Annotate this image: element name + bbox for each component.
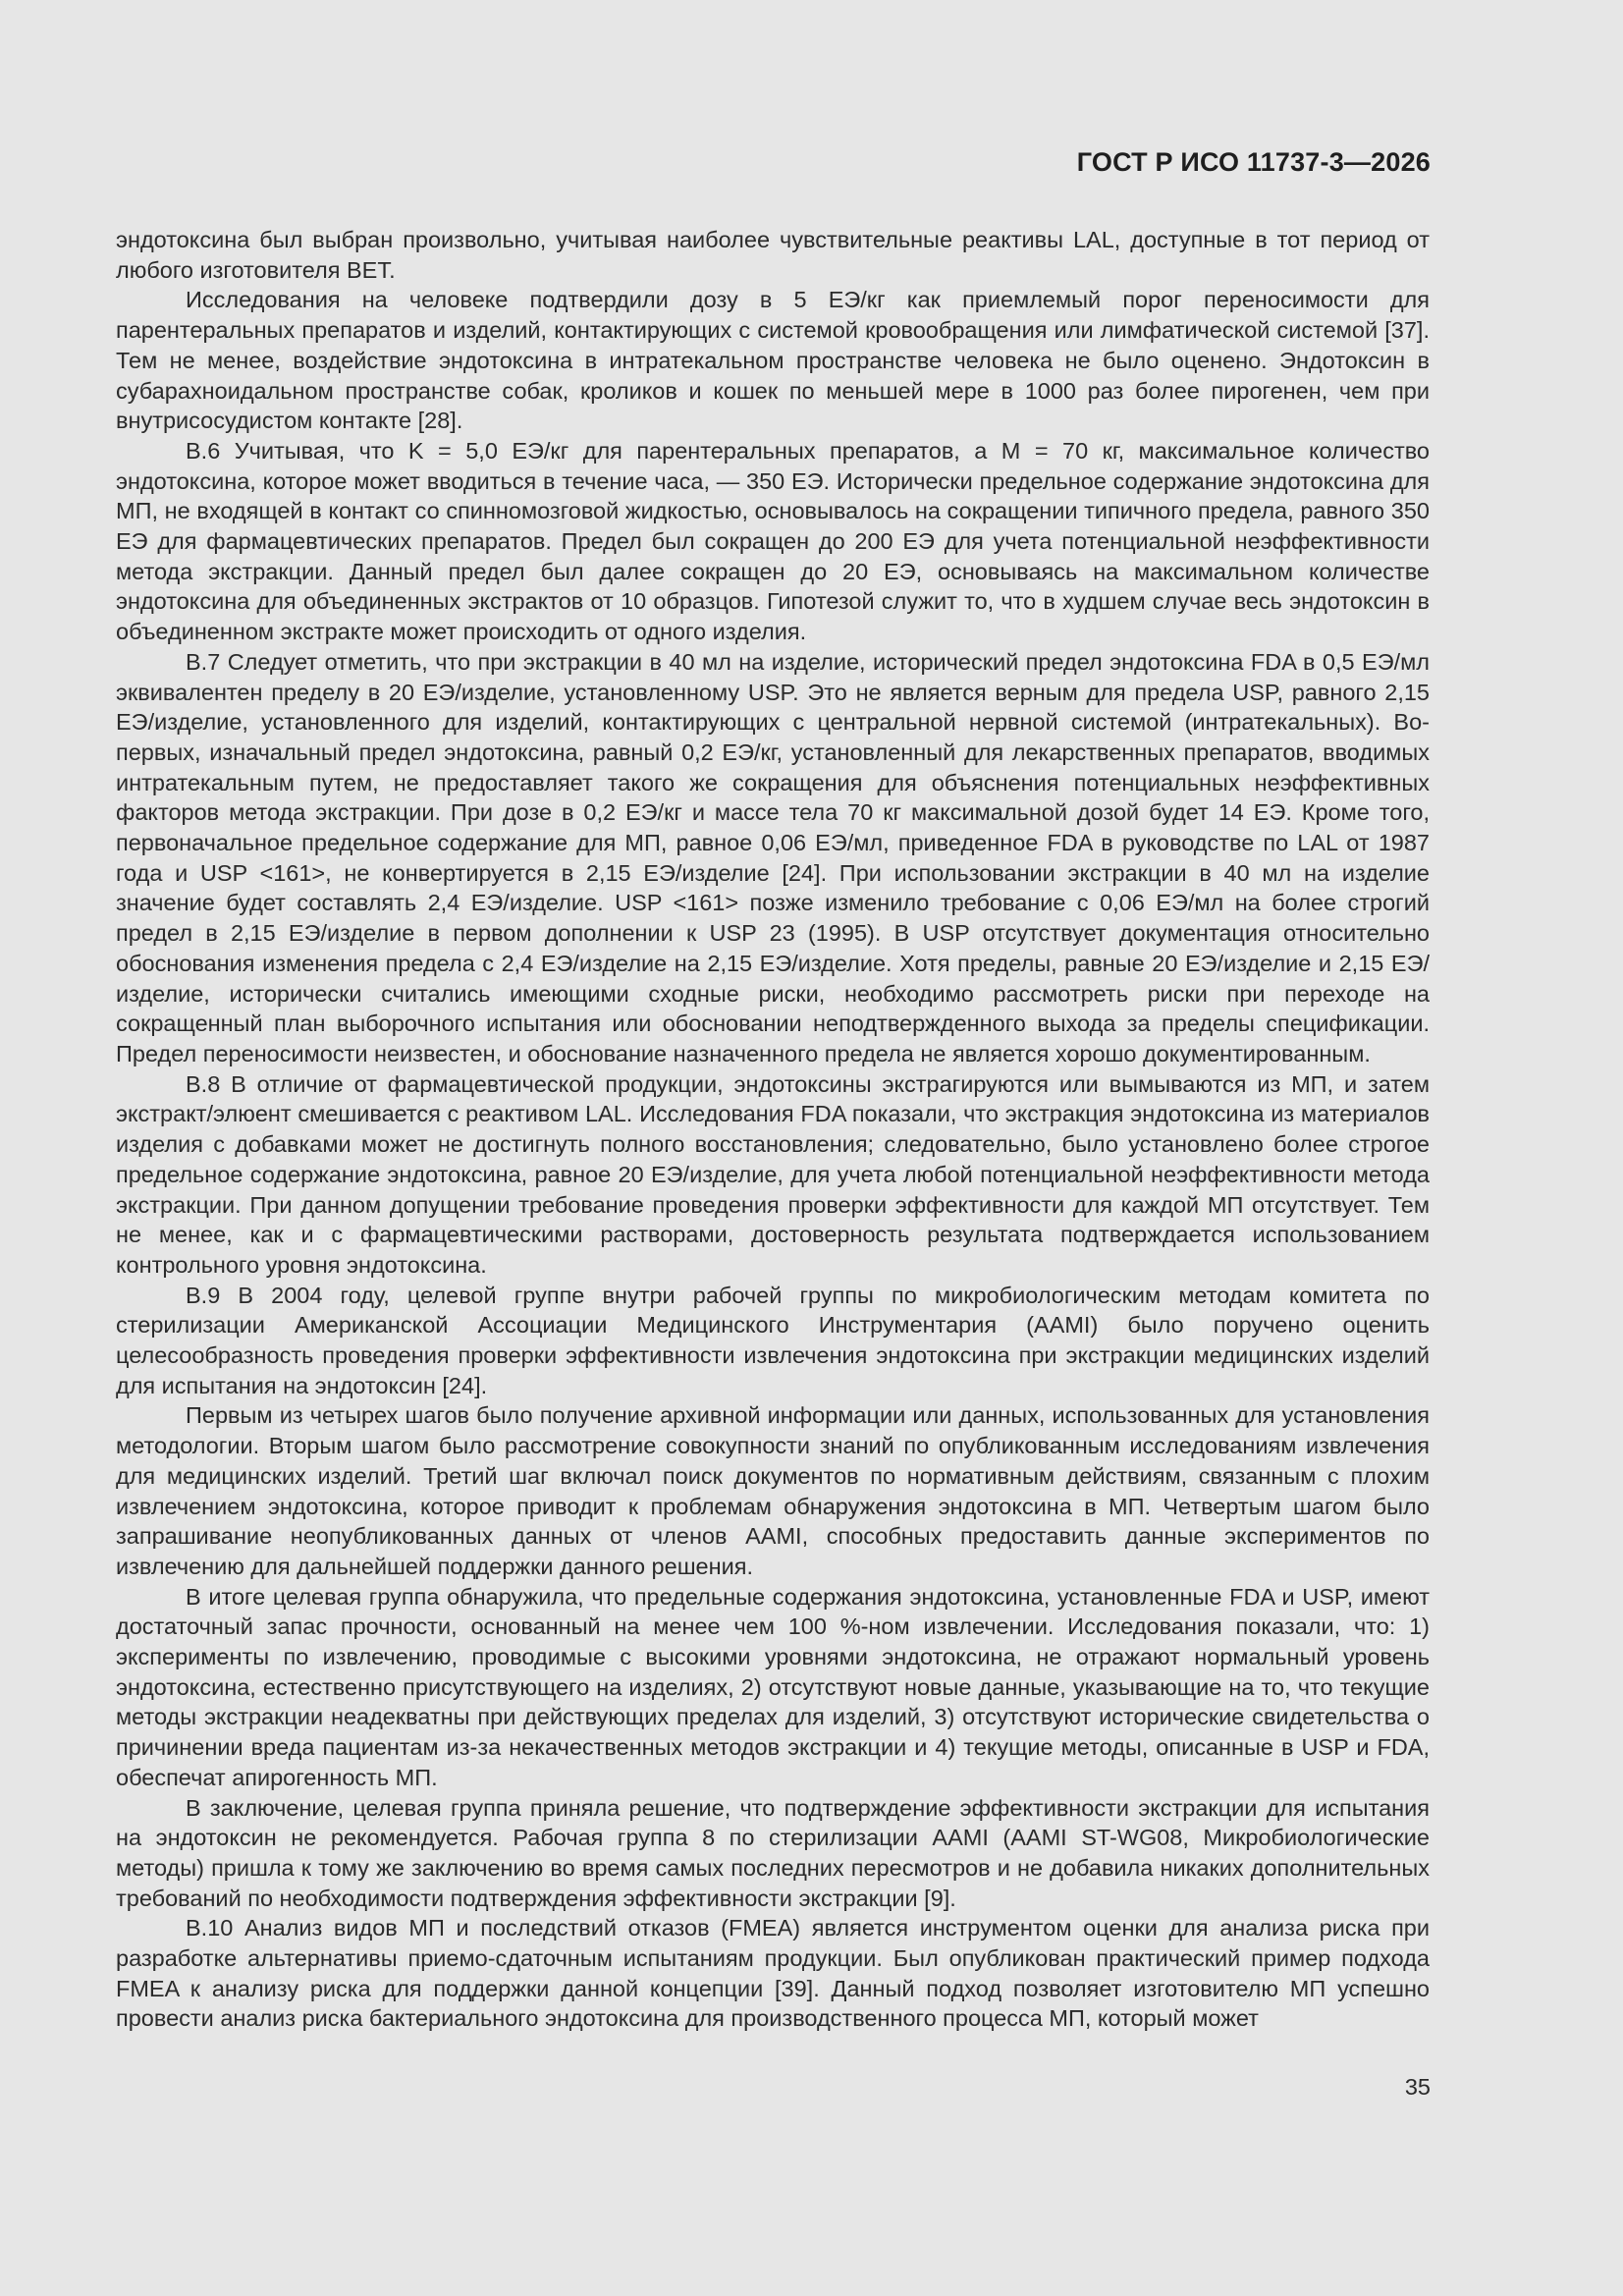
paragraph-b7: В.7 Следует отметить, что при экстракции в 40 мл на изделие, исторический предел эндотоксина FDA в 0,5 ЕЭ/мл эквивалентен пределу в 20 ЕЭ/изделие, установленному USP. Это не является верным для предела USP, равного 2,15 ЕЭ/изделие, установленного для изделий, контактирующих с центральной нервной системой (интратекальных). Во-первых, изначальный предел эндотоксина, равный 0,2 ЕЭ/кг, установленный для лекарственных препаратов, вводимых интратекальным путем, не предоставляет такого же сокращения для объяснения потенциальных неэффективных факторов метода экстракции. При дозе в 0,2 ЕЭ/кг и массе тела 70 кг максимальной дозой будет 14 ЕЭ. Кроме того, первоначальное предельное содержание для МП, равное 0,06 ЕЭ/мл, приведенное FDA в руководстве по LAL от 1987 года и USP <161>, не конвертируется в 2,15 ЕЭ/изделие [24]. При использовании экстракции в 40 мл на изделие значение будет составлять 2,4 ЕЭ/изделие. USP <161> позже изменило требование с 0,06 ЕЭ/мл на более строгий предел в 2,15 ЕЭ/изделие в первом дополнении к USP 23 (1995). В USP отсутствует документация относительно обоснования изменения предела с 2,4 ЕЭ/изделие на 2,15 ЕЭ/изделие. Хотя пределы, равные 20 ЕЭ/изделие и 2,15 ЕЭ/изделие, исторически считались имеющими сходные риски, необходимо рассмотреть риски при переходе на сокращенный план выборочного испытания или обосновании неподтвержденного выхода за пределы спецификации. Предел переносимости неизвестен, и обоснование назначенного предела не является хорошо документированным. [116, 648, 1430, 1066]
paragraph-four-steps: Первым из четырех шагов было получение архивной информации или данных, использованных для установления методологии. Вторым шагом было рассмотрение совокупности знаний по опубликованным исследованиям извлечения для медицинских изделий. Третий шаг включал поиск документов по нормативным действиям, связанным с плохим извлечением эндотоксина, которое приводит к проблемам обнаружения эндотоксина в МП. Четвертым шагом было запрашивание неопубликованных данных от членов AAMI, способных предоставить данные экспериментов по извлечению для дальнейшей поддержки данного решения. [116, 1402, 1430, 1579]
paragraph-b6: В.6 Учитывая, что K = 5,0 ЕЭ/кг для парентеральных препаратов, а M = 70 кг, максимальное количество эндотоксина, которое может вводиться в течение часа, — 350 ЕЭ. Исторически предельное содержание эндотоксина для МП, не входящей в контакт со спинномозговой жидкостью, основывалось на сокращении типичного предела, равного 350 ЕЭ для фармацевтических препаратов. Предел был сокращен до 200 ЕЭ для учета потенциальной неэффективности метода экстракции. Данный предел был далее сокращен до 20 ЕЭ, основываясь на максимальном количестве эндотоксина для объединенных экстрактов от 10 образцов. Гипотезой служит то, что в худшем случае весь эндотоксин в объединенном экстракте может происходить от одного изделия. [116, 437, 1430, 645]
page-number: 35 [1404, 2074, 1431, 2100]
document-body [116, 225, 1430, 2034]
paragraph-findings: В итоге целевая группа обнаружила, что предельные содержания эндотоксина, установленные FDA и USP, имеют достаточный запас прочности, основанный на менее чем 100 %-ном извлечении. Исследования показали, что: 1) эксперименты по извлечению, проводимые с высокими уровнями эндотоксина, не отражают нормальный уровень эндотоксина, естественно присутствующего на изделиях, 2) отсутствуют новые данные, указывающие на то, что текущие методы экстракции неадекватны при действующих пределах для изделий, 3) отсутствуют исторические свидетельства о причинении вреда пациентам из-за некачественных методов экстракции и 4) текущие методы, описанные в USP и FDA, обеспечат апирогенность МП. [116, 1583, 1430, 1790]
paragraph-b8: В.8 В отличие от фармацевтической продукции, эндотоксины экстрагируются или вымываются из МП, и затем экстракт/элюент смешивается с реактивом LAL. Исследования FDA показали, что экстракция эндотоксина из материалов изделия с добавками может не достигнуть полного восстановления; следовательно, было установлено более строгое предельное содержание эндотоксина, равное 20 ЕЭ/изделие, для учета любой потенциальной неэффективности метода экстракции. При данном допущении требование проведения проверки эффективности для каждой МП отсутствует. Тем не менее, как и с фармацевтическими растворами, достоверность результата подтверждается использованием контрольного уровня эндотоксина. [116, 1070, 1430, 1278]
paragraph-b9: В.9 В 2004 году, целевой группе внутри рабочей группы по микробиологическим методам комитета по стерилизации Американской Ассоциации Медицинского Инструментария (AAMI) было поручено оценить целесообразность проведения проверки эффективности извлечения эндотоксина при экстракции медицинских изделий для испытания на эндотоксин [24]. [116, 1282, 1430, 1398]
paragraph-b10: В.10 Анализ видов МП и последствий отказов (FMEA) является инструментом оценки для анализа риска при разработке альтернативы приемо-сдаточным испытаниям продукции. Был опубликован практический пример подхода FMEA к анализу риска для поддержки данной концепции [39]. Данный подход позволяет изготовителю МП успешно провести анализ риска бактериального эндотоксина для производственного процесса МП, который может [116, 1915, 1430, 2032]
paragraph-conclusion: В заключение, целевая группа приняла решение, что подтверждение эффективности экстракции для испытания на эндотоксин не рекомендуется. Рабочая группа 8 по стерилизации AAMI (AAMI ST-WG08, Микробиологические методы) пришла к тому же заключению во время самых последних пересмотров и не добавила никаких дополнительных требований по необходимости подтверждения эффективности экстракции [9]. [116, 1794, 1430, 1911]
document-header: ГОСТ Р ИСО 11737-3—2026 [1076, 147, 1431, 177]
paragraph-continuation: эндотоксина был выбран произвольно, учитывая наиболее чувствительные реактивы LAL, доступные в тот период от любого изготовителя BET. [116, 227, 1430, 283]
paragraph-human-studies: Исследования на человеке подтвердили дозу в 5 ЕЭ/кг как приемлемый порог переносимости для парентеральных препаратов и изделий, контактирующих с системой кровообращения или лимфатической системой [37]. Тем не менее, воздействие эндотоксина в интратекальном пространстве человека не было оценено. Эндотоксин в субарахноидальном пространстве собак, кроликов и кошек по меньшей мере в 1000 раз более пирогенен, чем при внутрисосудистом контакте [28]. [116, 287, 1430, 434]
